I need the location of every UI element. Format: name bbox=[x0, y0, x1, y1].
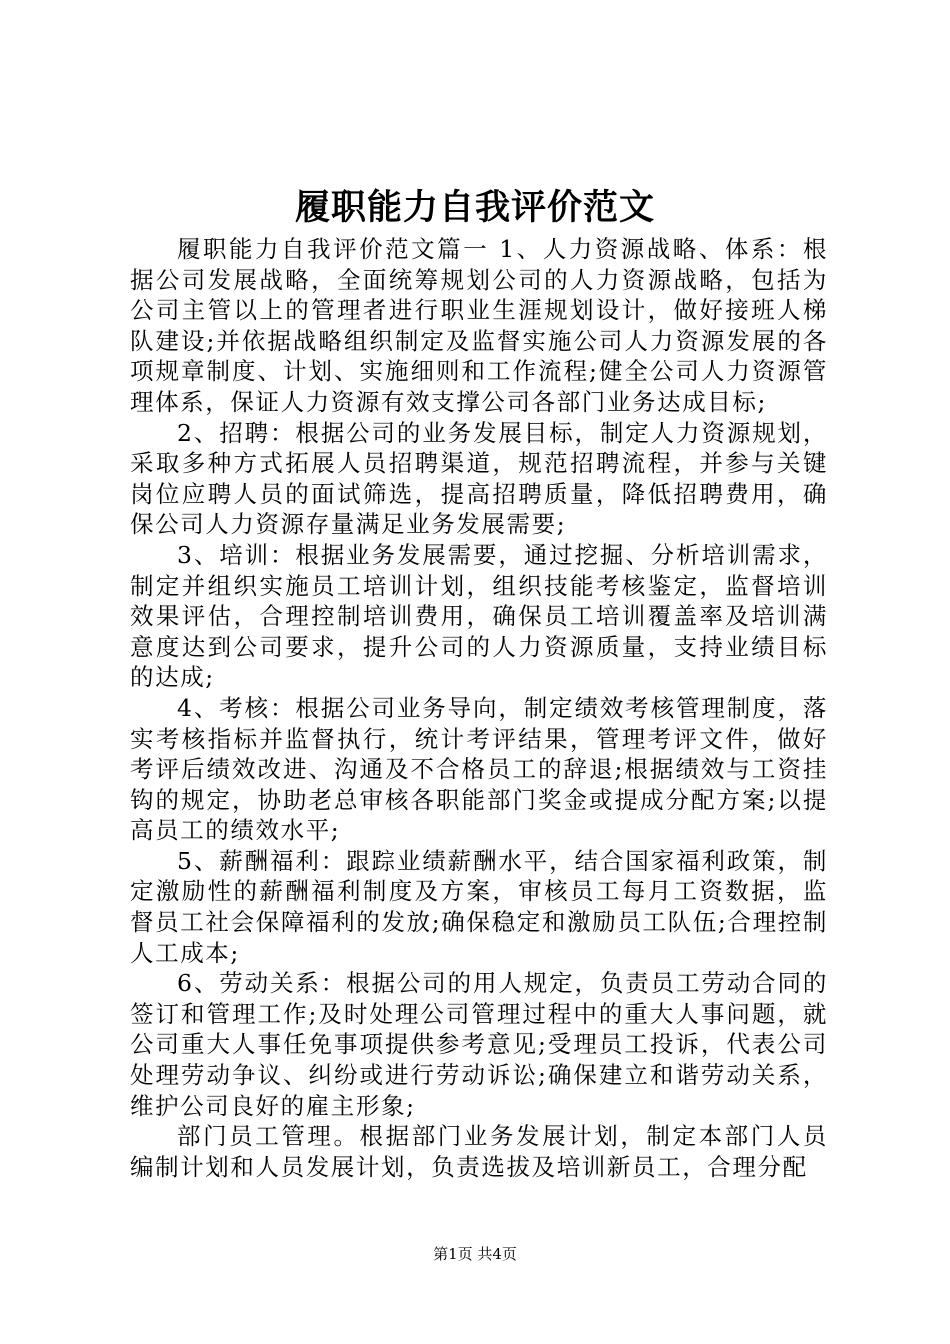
paragraph-assessment: 4、考核：根据公司业务导向，制定绩效考核管理制度，落实考核指标并监督执行，统计考评结果，管理考评文件，做好考评后绩效改进、沟通及不合格员工的辞退;根据绩效与工资挂钩的规定，协助老总审核各职能部门奖金或提成分配方案;以提高员工的绩效水平; bbox=[130, 693, 828, 845]
paragraph-training: 3、培训：根据业务发展需要，通过挖掘、分析培训需求，制定并组织实施员工培训计划，组织技能考核鉴定，监督培训效果评估，合理控制培训费用，确保员工培训覆盖率及培训满意度达到公司要求，提升公司的人力资源质量，支持业绩目标的达成; bbox=[130, 540, 828, 692]
paragraph-intro-strategy: 履职能力自我评价范文篇一 1、人力资源战略、体系：根据公司发展战略，全面统筹规划公司的人力资源战略，包括为公司主管以上的管理者进行职业生涯规划设计，做好接班人梯队建设;并依据战略组织制定及监督实施公司人力资源发展的各项规章制度、计划、实施细则和工作流程;健全公司人力资源管理体系，保证人力资源有效支撑公司各部门业务达成目标; bbox=[130, 235, 828, 416]
paragraph-recruitment: 2、招聘：根据公司的业务发展目标，制定人力资源规划，采取多种方式拓展人员招聘渠道，规范招聘流程，并参与关键岗位应聘人员的面试筛选，提高招聘质量，降低招聘费用，确保公司人力资源存量满足业务发展需要; bbox=[130, 418, 828, 539]
document-body bbox=[130, 234, 828, 1182]
paragraph-compensation: 5、薪酬福利：跟踪业绩薪酬水平，结合国家福利政策，制定激励性的薪酬福利制度及方案，审核员工每月工资数据，监督员工社会保障福利的发放;确保稳定和激励员工队伍;合理控制人工成本; bbox=[130, 846, 828, 967]
document-title: 履职能力自我评价范文 bbox=[294, 187, 655, 228]
paragraph-labor-relations: 6、劳动关系：根据公司的用人规定，负责员工劳动合同的签订和管理工作;及时处理公司管理过程中的重大人事问题，就公司重大人事任免事项提供参考意见;受理员工投诉，代表公司处理劳动争议、纠纷或进行劳动诉讼;确保建立和谐劳动关系，维护公司良好的雇主形象; bbox=[130, 969, 828, 1120]
page-number-footer: 第1页 共4页 bbox=[433, 1245, 517, 1263]
paragraph-staff-management: 部门员工管理。根据部门业务发展计划，制定本部门人员编制计划和人员发展计划，负责选拔及培训新员工，合理分配 bbox=[130, 1122, 828, 1181]
